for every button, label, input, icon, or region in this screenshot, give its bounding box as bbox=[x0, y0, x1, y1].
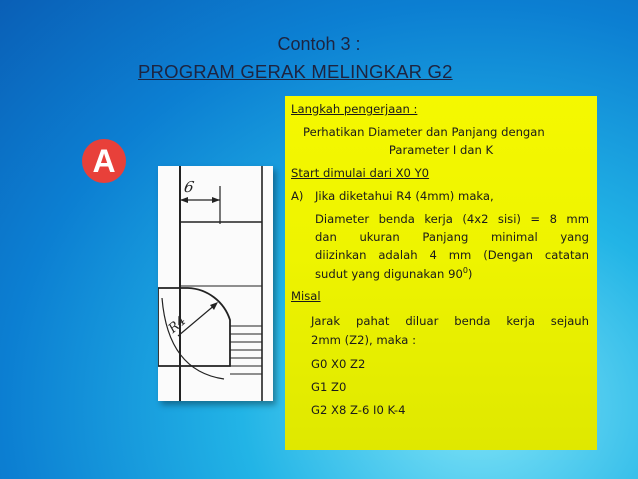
dimension-arrow bbox=[180, 197, 188, 203]
item-a-title: Jika diketahui R4 (4mm) maka, bbox=[315, 189, 494, 203]
dimension-label: 6 bbox=[182, 178, 196, 196]
degree-superscript: 0 bbox=[462, 266, 468, 275]
panel-heading: Langkah pengerjaan : bbox=[291, 102, 418, 116]
badge-a: A bbox=[82, 139, 126, 183]
body-line-4-text: sudut yang digunakan 90 bbox=[315, 266, 463, 281]
body-line-4-end: ) bbox=[467, 266, 473, 281]
explanation-panel bbox=[285, 96, 597, 450]
start-line: Start dimulai dari X0 Y0 bbox=[291, 166, 430, 180]
body-line-4 bbox=[315, 266, 472, 281]
slide-title-line1: Contoh 3 : bbox=[277, 34, 361, 54]
code-line: G0 X0 Z2 bbox=[311, 357, 366, 371]
dimension-arrow bbox=[212, 197, 220, 203]
code-line: G1 Z0 bbox=[311, 380, 347, 394]
item-a-marker: A) bbox=[291, 189, 304, 203]
body-line-3: diizinkan adalah 4 mm (Dengan catatan bbox=[315, 248, 589, 262]
radius-label: R4 bbox=[165, 313, 190, 337]
intro-line-1: Perhatikan Diameter dan Panjang dengan bbox=[303, 125, 545, 139]
code-line: G2 X8 Z-6 I0 K-4 bbox=[311, 403, 406, 417]
intro-line-2: Parameter I dan K bbox=[388, 143, 494, 157]
slide-title-line2: PROGRAM GERAK MELINGKAR G2 bbox=[138, 61, 453, 82]
hatching bbox=[230, 326, 262, 374]
misal-heading: Misal bbox=[291, 289, 321, 303]
body-line-1: Diameter benda kerja (4x2 sisi) = 8 mm bbox=[315, 212, 589, 226]
body-line-2: dan ukuran Panjang minimal yang bbox=[315, 230, 589, 244]
misal-line-2: 2mm (Z2), maka : bbox=[311, 333, 416, 347]
technical-drawing bbox=[158, 166, 273, 401]
misal-line-1: Jarak pahat diluar benda kerja sejauh bbox=[311, 314, 589, 328]
